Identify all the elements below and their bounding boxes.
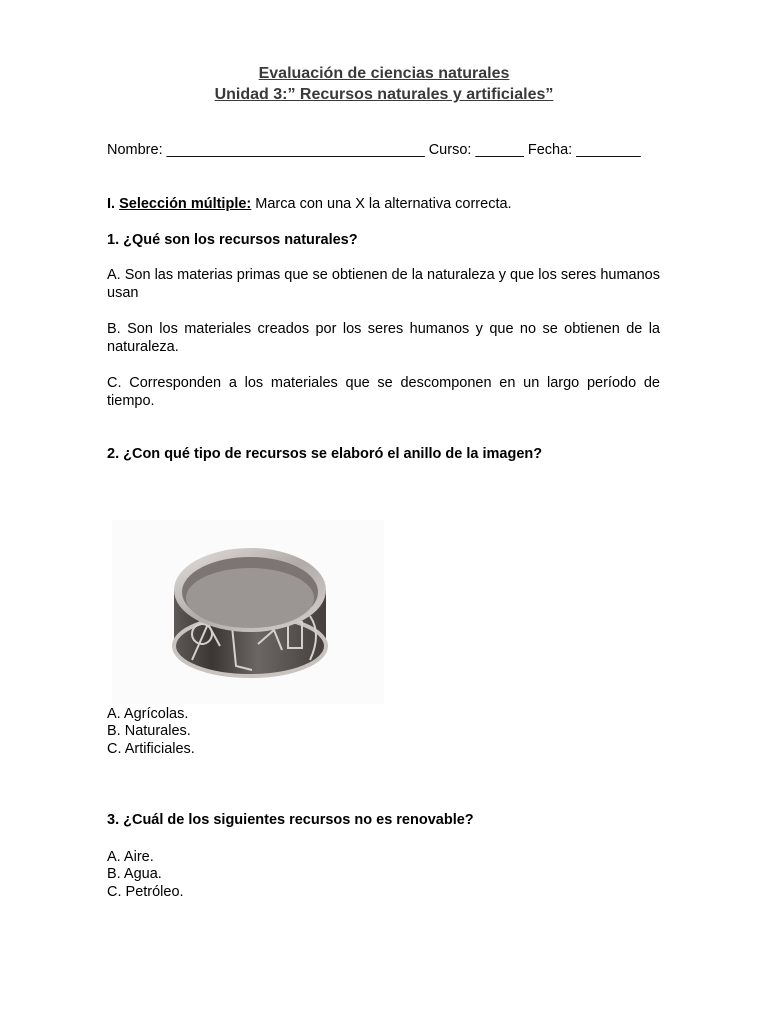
question-3-option-a: A. Aire.	[107, 849, 154, 865]
question-1-option-a: A. Son las materias primas que se obtienen de la naturaleza y que los seres humanos usan	[107, 267, 660, 301]
document-subtitle: Unidad 3:” Recursos naturales y artificiales”	[214, 86, 554, 103]
question-2-option-a: A. Agrícolas.	[107, 706, 189, 722]
ring-icon	[112, 520, 384, 704]
question-1-prompt: 1. ¿Qué son los recursos naturales?	[107, 232, 358, 248]
section-numeral: I.	[107, 196, 116, 212]
question-2-option-c: C. Artificiales.	[107, 741, 195, 757]
ring-image	[112, 520, 384, 704]
section-instructions	[107, 196, 512, 212]
question-3-prompt: 3. ¿Cuál de los siguientes recursos no es renovable?	[107, 812, 474, 828]
question-3-option-c: C. Petróleo.	[107, 884, 184, 900]
section-instruction: Marca con una X la alternativa correcta.	[255, 196, 512, 212]
question-1-option-b: B. Son los materiales creados por los seres humanos y que no se obtienen de la naturaleza.	[107, 321, 660, 355]
document-title: Evaluación de ciencias naturales	[258, 65, 510, 82]
section-heading: Selección múltiple:	[119, 196, 252, 212]
question-3-option-b: B. Agua.	[107, 866, 162, 882]
question-1-option-c: C. Corresponden a los materiales que se descomponen en un largo período de tiempo.	[107, 375, 660, 409]
student-info-line: Nombre: ________________________________ Curso: ______ Fecha: ________	[107, 142, 641, 158]
question-2-prompt: 2. ¿Con qué tipo de recursos se elaboró el anillo de la imagen?	[107, 446, 543, 462]
question-2-option-b: B. Naturales.	[107, 723, 191, 739]
